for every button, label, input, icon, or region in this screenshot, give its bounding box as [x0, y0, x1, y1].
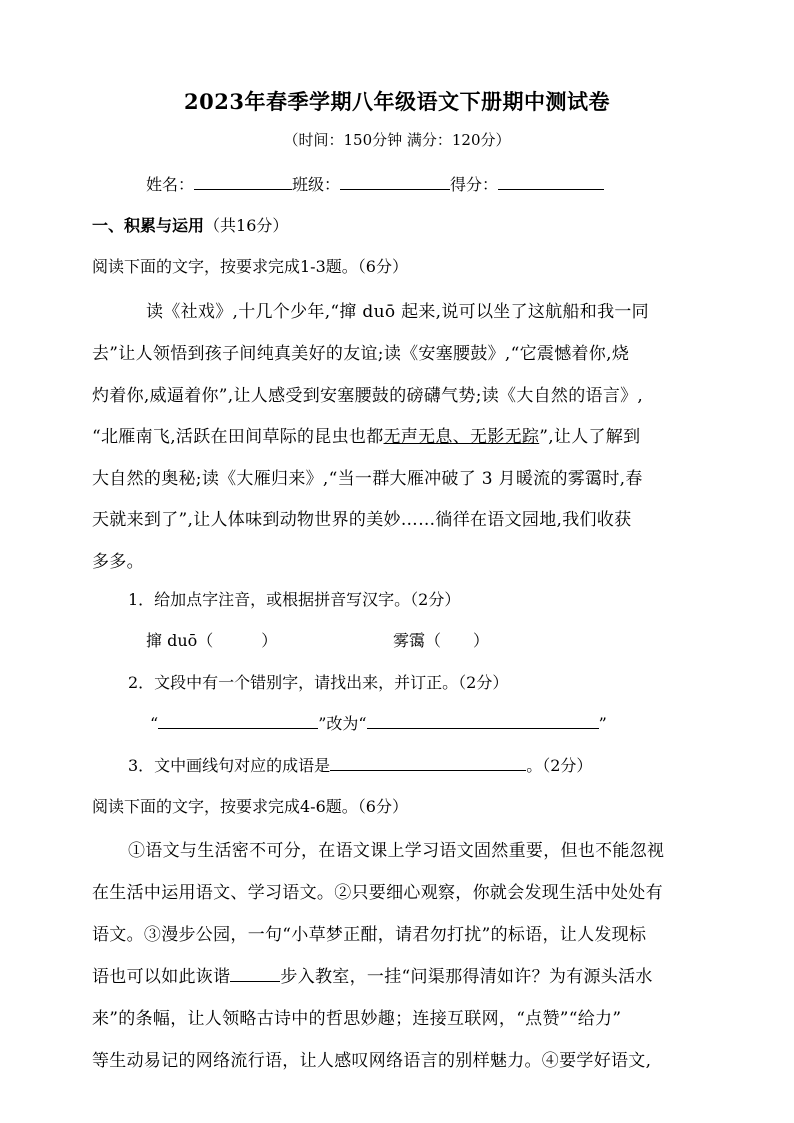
question-2: 2．文段中有一个错别字，请找出来，并订正。（2分）	[128, 673, 509, 692]
section-heading	[92, 213, 288, 236]
correct-char-blank[interactable]	[367, 713, 599, 729]
student-info-line	[146, 172, 604, 195]
close-quote: ”	[598, 714, 607, 733]
passage2-line	[92, 962, 653, 987]
passage1-line: 灼着你,威逼着你”,让人感受到安塞腰鼓的磅礴气势;读《大自然的语言》,	[92, 386, 644, 406]
section-heading-points: （共16分）	[204, 216, 289, 235]
question-1-item-b[interactable]: 雾霭（ ）	[393, 631, 490, 650]
underlined-sentence: 无声无息、无影无踪	[383, 427, 540, 447]
class-blank[interactable]	[340, 175, 450, 190]
score-label: 得分：	[450, 175, 499, 194]
passage2-line: 等生动易记的网络流行语，让人感叹网络语言的别样魅力。④要学好语文,	[92, 1051, 652, 1071]
passage2-line: 来”的条幅，让人领略古诗中的哲思妙趣；连接互联网，“点赞”“给力”	[92, 1009, 622, 1029]
question-3-text: 3．文中画线句对应的成语是	[128, 756, 331, 775]
class-label: 班级：	[292, 175, 341, 194]
instruction-1: 阅读下面的文字，按要求完成1-3题。（6分）	[92, 257, 408, 276]
passage1-line: 天就来到了”,让人体味到动物世界的美妙……徜徉在语文园地,我们收获	[92, 510, 632, 530]
passage1-line: 大自然的奥秘;读《大雁归来》,“当一群大雁冲破了 3 月暖流的雾霭时,春	[92, 469, 643, 489]
wrong-char-blank[interactable]	[158, 713, 318, 729]
question-2-answer-line	[150, 711, 607, 734]
passage2-line: 语文。③漫步公园，一句“小草梦正酣，请君勿打扰”的标语，让人发现标	[92, 925, 647, 945]
page-title: 2023年春季学期八年级语文下册期中测试卷	[184, 89, 610, 114]
passage1-line: 去”让人领悟到孩子间纯真美好的友谊;读《安塞腰鼓》,“它震憾着你,烧	[92, 344, 630, 364]
question-3-points: 。（2分）	[526, 756, 593, 775]
idiom-blank[interactable]	[330, 755, 526, 771]
passage2-text: 步入教室，一挂“问渠那得清如许？为有源头活水	[280, 967, 653, 987]
question-1-item-a[interactable]: 撺 duō（ ）	[146, 631, 278, 650]
name-label: 姓名：	[146, 175, 195, 194]
name-blank[interactable]	[194, 175, 292, 190]
score-blank[interactable]	[498, 175, 604, 190]
passage1-text: ”,让人了解到	[539, 427, 641, 447]
passage2-text: 语也可以如此诙谐	[92, 967, 231, 987]
question-1: 1．给加点字注音，或根据拼音写汉字。（2分）	[128, 590, 461, 609]
passage1-line: 多多。	[92, 552, 144, 572]
passage1-line	[92, 422, 640, 447]
change-to-label: ”改为“	[318, 714, 367, 733]
passage2-line: ①语文与生活密不可分，在语文课上学习语文固然重要，但也不能忽视	[128, 841, 665, 861]
section-heading-bold: 一、积累与运用	[92, 216, 205, 235]
punctuation-blank[interactable]	[230, 966, 280, 982]
question-3	[128, 753, 592, 776]
passage1-text: “北雁南飞,活跃在田间草际的昆虫也都	[92, 427, 384, 447]
page-subtitle: （时间：150分钟 满分：120分）	[283, 131, 511, 149]
instruction-2: 阅读下面的文字，按要求完成4-6题。（6分）	[92, 797, 408, 816]
open-quote: “	[150, 714, 159, 733]
passage1-line: 读《社戏》,十几个少年,“撺 duō 起来,说可以坐了这航船和我一同	[146, 302, 649, 322]
passage2-line: 在生活中运用语文、学习语文。②只要细心观察，你就会发现生活中处处有	[92, 883, 663, 903]
